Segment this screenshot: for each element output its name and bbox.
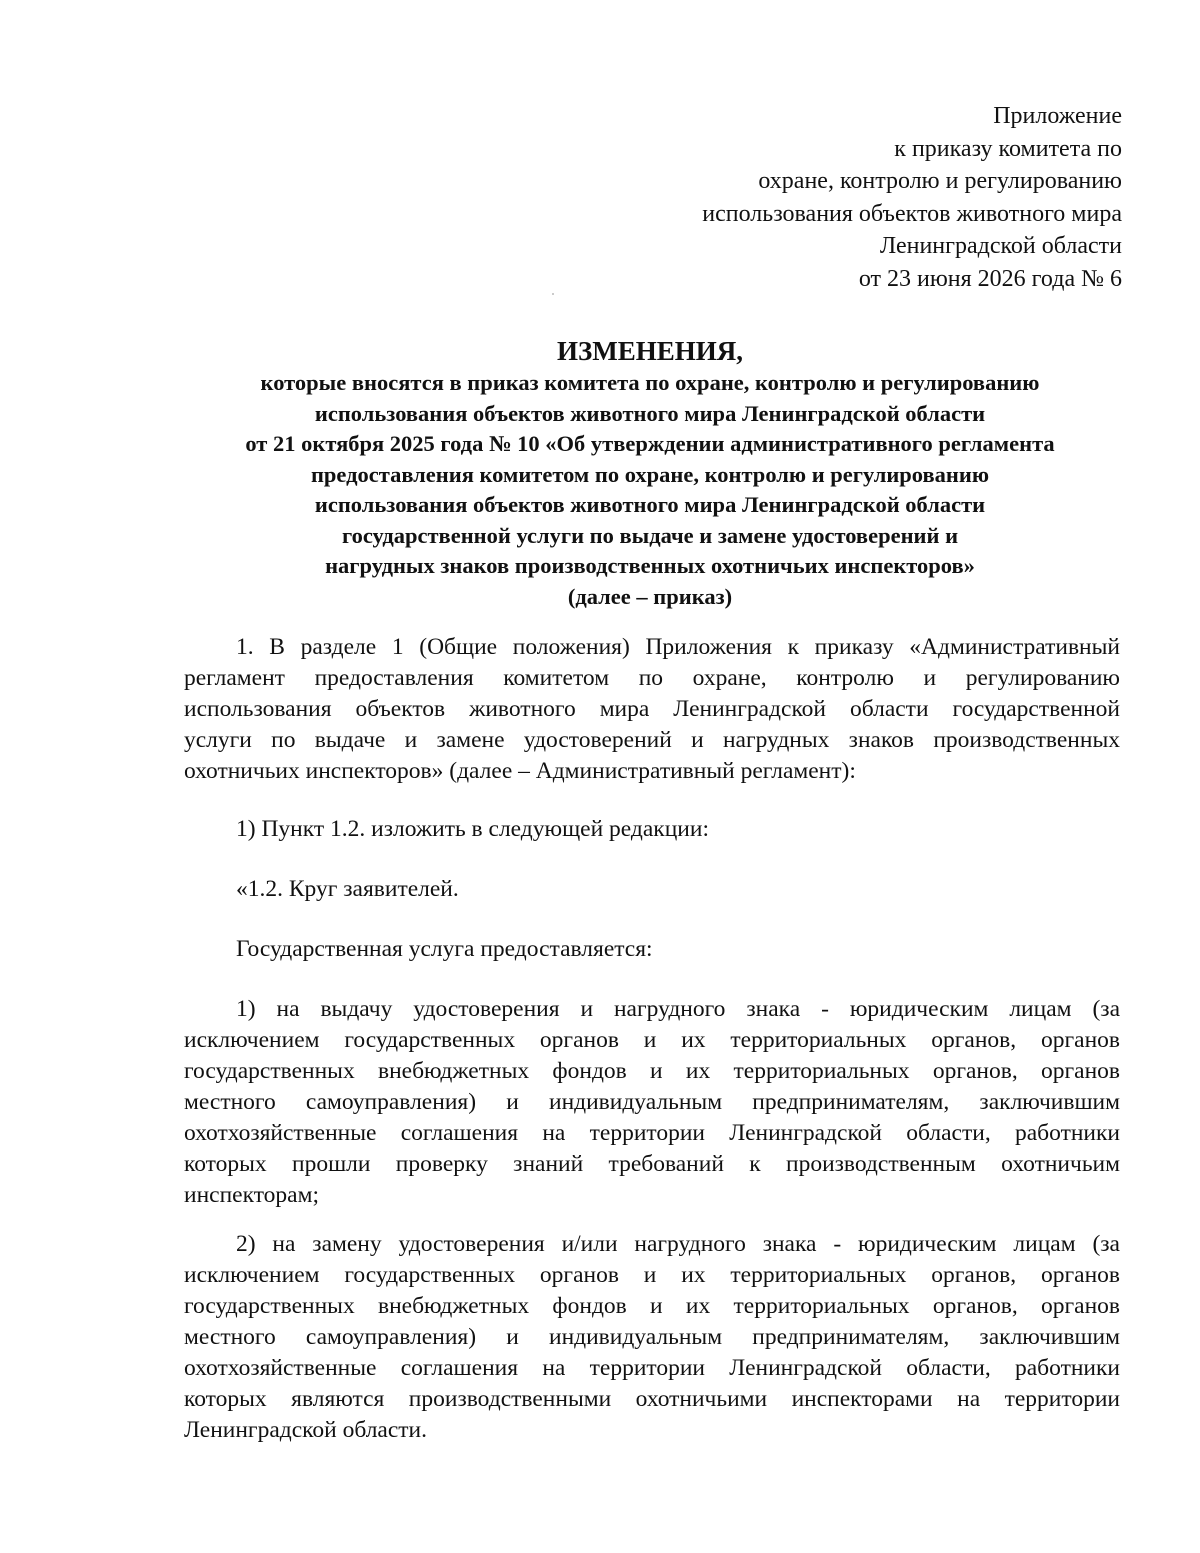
paragraph-line: охотничьих инспекторов» (далее – Административный регламент):: [184, 758, 856, 784]
subtitle-line: от 21 октября 2025 года № 10 «Об утверждении административного регламента: [245, 431, 1055, 456]
appendix-line: Ленинградской области: [879, 233, 1122, 260]
paragraph-line: исключением государственных органов и их территориальных органов, органов: [184, 1027, 1120, 1053]
paragraph-line: 2) на замену удостоверения и/или нагрудного знака - юридическим лицам (за: [236, 1231, 1120, 1257]
paragraph-issue: [184, 994, 1120, 1211]
subtitle-line: использования объектов животного мира Ленинградской области: [314, 492, 986, 517]
scan-speck: [552, 293, 554, 295]
paragraph-line: которых являются производственными охотничьими инспекторами на территории: [184, 1386, 1120, 1412]
appendix-header: [702, 100, 1122, 296]
appendix-line: Приложение: [993, 103, 1122, 129]
section-1-paragraph: [184, 632, 1120, 787]
paragraph-line: местного самоуправления) и индивидуальным предпринимателям, заключившим: [184, 1324, 1120, 1350]
paragraph-line: охотхозяйственные соглашения на территории Ленинградской области, работники: [184, 1355, 1120, 1381]
appendix-line: охране, контролю и регулированию: [758, 168, 1122, 195]
paragraph-line: которых прошли проверку знаний требований к производственным охотничьим: [184, 1151, 1120, 1177]
paragraph-line: инспекторам;: [184, 1182, 319, 1208]
subtitle-line: использования объектов животного мира Ленинградской области: [314, 400, 986, 426]
paragraph-line: Ленинградской области.: [184, 1417, 427, 1443]
document-title: ИЗМЕНЕНИЯ,: [556, 336, 743, 366]
paragraph-line: государственных внебюджетных фондов и их территориальных органов, органов: [184, 1058, 1120, 1084]
paragraph-line: исключением государственных органов и их территориальных органов, органов: [184, 1262, 1120, 1288]
subtitle-line: нагрудных знаков производственных охотничьих инспекторов»: [325, 553, 975, 578]
appendix-line: к приказу комитета по: [894, 135, 1122, 162]
paragraph-line: использования объектов животного мира Ленинградской области государственной: [184, 696, 1120, 722]
quote-start-line: «1.2. Круг заявителей.: [236, 876, 459, 902]
paragraph-line: местного самоуправления) и индивидуальным предпринимателям, заключившим: [184, 1089, 1120, 1115]
service-intro-line: Государственная услуга предоставляется:: [236, 936, 653, 962]
subtitle-line: государственной услуги по выдаче и замене удостоверений и: [341, 522, 959, 548]
paragraph-line: регламент предоставления комитетом по охране, контролю и регулированию: [184, 665, 1120, 691]
item-1-line: 1) Пункт 1.2. изложить в следующей редакции:: [236, 816, 709, 842]
paragraph-line: услуги по выдаче и замене удостоверений и нагрудных знаков производственных: [184, 727, 1120, 753]
paragraph-line: 1. В разделе 1 (Общие положения) Приложения к приказу «Административный: [236, 634, 1120, 660]
document-subtitle: [150, 368, 1150, 612]
subtitle-line: которые вносятся в приказ комитета по охране, контролю и регулированию: [260, 370, 1040, 395]
appendix-date-line: от 23 июня 2026 года № 6: [858, 265, 1122, 292]
subtitle-line: предоставления комитетом по охране, контролю и регулированию: [310, 461, 990, 487]
paragraph-line: 1) на выдачу удостоверения и нагрудного знака - юридическим лицам (за: [236, 996, 1120, 1022]
paragraph-replace: [184, 1229, 1120, 1446]
appendix-line: использования объектов животного мира: [702, 200, 1122, 227]
paragraph-line: охотхозяйственные соглашения на территории Ленинградской области, работники: [184, 1120, 1120, 1146]
subtitle-line: (далее – приказ): [567, 583, 733, 609]
paragraph-line: государственных внебюджетных фондов и их территориальных органов, органов: [184, 1293, 1120, 1319]
